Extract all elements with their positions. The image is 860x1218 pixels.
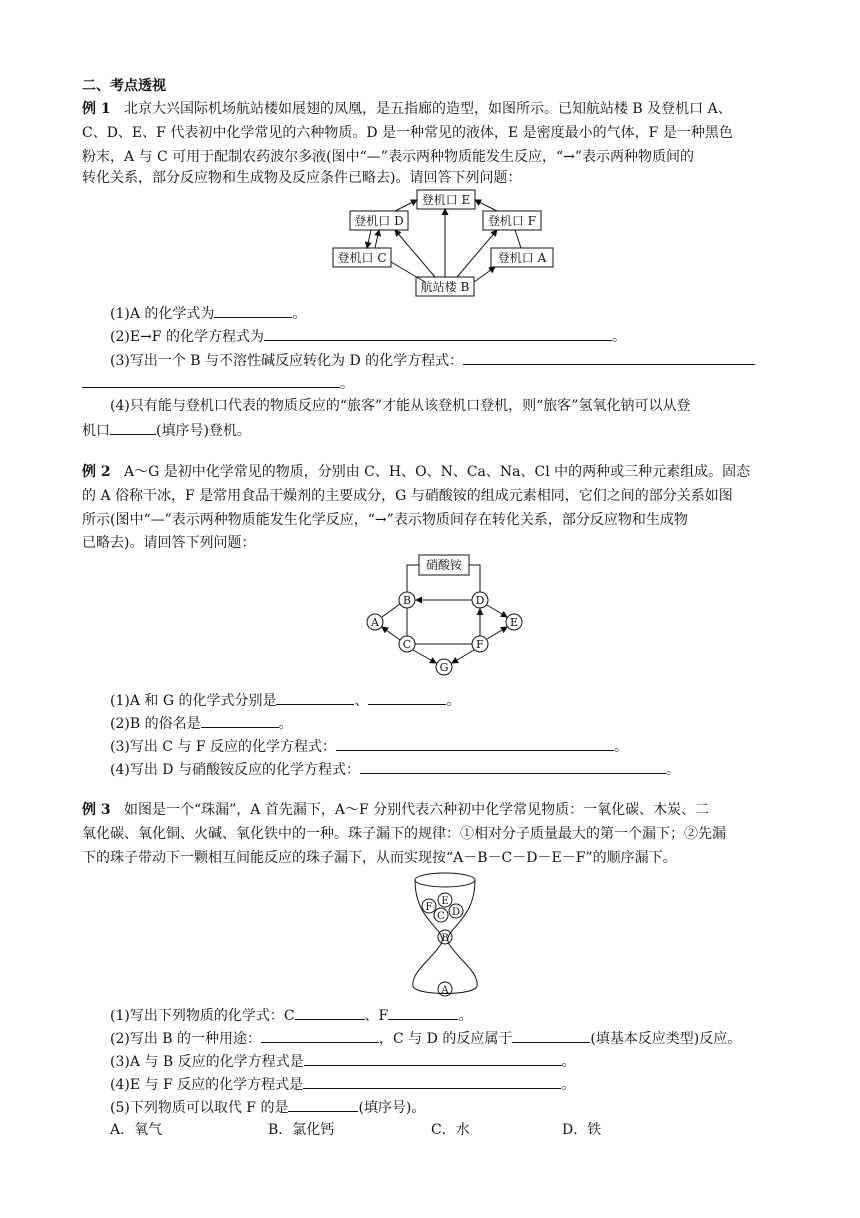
node-f-label: F (476, 638, 484, 651)
ex2-paragraph-line-1: 例 2 A～G 是初中化学常见的物质，分别由 C、H、O、N、Ca、Na、Cl 中的两种或三种元素组成。固态 (82, 464, 751, 480)
answer-blank[interactable] (368, 690, 446, 705)
answer-blank[interactable] (276, 690, 354, 705)
node-g-label: G (439, 661, 449, 674)
option-c[interactable]: C．水 (431, 1122, 470, 1138)
ex1-question-4-cont: 机口 (填序号)登机。 (82, 420, 251, 441)
bead-hourglass-diagram (405, 868, 485, 1000)
node-a-label: A (371, 616, 379, 629)
node-e-label: E (509, 616, 519, 629)
ex2-question-4: (4)写出 D 与硝酸铵反应的化学方程式： 。 (110, 759, 680, 780)
option-d[interactable]: D．铁 (562, 1122, 602, 1138)
gate-f-label: 登机口 F (487, 214, 537, 228)
ex3-question-1: (1)写出下列物质的化学式：C 、F 。 (110, 1005, 472, 1026)
ex3-question-4: (4)E 与 F 反应的化学方程式是 。 (110, 1074, 575, 1095)
ex2-label: 例 2 (82, 464, 111, 480)
bead-f-label: F (425, 902, 433, 913)
airport-diagram (325, 186, 565, 300)
ex2-paragraph-line-3: 所示(图中“—”表示两种物质能发生化学反应，“→”表示物质间存在转化关系，部分反应物和生成物 (82, 512, 688, 528)
gate-e-label: 登机口 E (421, 193, 471, 207)
bead-c-label: C (437, 911, 445, 922)
bead-a-label: A (441, 985, 449, 996)
answer-blank[interactable] (303, 1074, 561, 1089)
node-c-label: C (402, 638, 412, 651)
ex2-question-2: (2)B 的俗名是 。 (110, 713, 293, 734)
ex3-paragraph-line-1: 例 3 如图是一个“珠漏”，A 首先漏下，A～F 分别代表六种初中化学常见物质：一氧化碳、木炭、二 (82, 802, 710, 818)
ex2-question-3: (3)写出 C 与 F 反应的化学方程式： 。 (110, 736, 628, 757)
ex1-question-3-cont: 。 (82, 373, 354, 394)
ex1-question-4: (4)只有能与登机口代表的物质反应的“旅客”才能从该登机口登机，则“旅客”氢氧化钠可以从登 (110, 398, 691, 414)
ex2-paragraph-line-2: 的 A 俗称干冰，F 是常用食品干燥剂的主要成分，G 与硝酸铵的组成元素相同，它们之间的部分关系如图 (82, 488, 733, 504)
relation-diagram (358, 551, 528, 681)
ex3-question-5: (5)下列物质可以取代 F 的是 (填序号)。 (110, 1097, 425, 1118)
answer-blank[interactable] (201, 713, 279, 728)
answer-blank[interactable] (261, 1028, 379, 1043)
ex3-paragraph-line-2: 氧化碳、氧化铜、火碱、氧化铁中的一种。珠子漏下的规律：①相对分子质量最大的第一个漏下；②先漏 (82, 826, 726, 842)
node-d-label: D (475, 594, 485, 607)
ex1-question-1: (1)A 的化学式为 。 (110, 303, 306, 324)
ex1-question-3: (3)写出一个 B 与不溶性碱反应转化为 D 的化学方程式： (110, 350, 755, 371)
ex1-paragraph-line-1: 例 1 北京大兴国际机场航站楼如展翅的凤凰，是五指廊的造型，如图所示。已知航站楼 B 及登机口 A、 (82, 101, 732, 117)
gate-a-label: 登机口 A (497, 251, 547, 265)
bead-e-label: E (441, 896, 449, 907)
ex1-question-2: (2)E→F 的化学方程式为 。 (110, 326, 626, 347)
ex1-paragraph-line-2: C、D、E、F 代表初中化学常见的六种物质。D 是一种常见的液体，E 是密度最小的气体，F 是一种黑色 (82, 125, 733, 141)
answer-blank[interactable] (82, 373, 340, 388)
answer-blank[interactable] (360, 759, 666, 774)
answer-blank[interactable] (388, 1005, 458, 1020)
ex2-question-1: (1)A 和 G 的化学式分别是 、 。 (110, 690, 460, 711)
ex3-label: 例 3 (82, 802, 111, 818)
ex3-paragraph-line-3: 下的珠子带动下一颗相互间能反应的珠子漏下，从而实现按“A－B－C－D－E－F”的顺序漏下。 (82, 850, 677, 866)
hourglass-rim (415, 873, 475, 887)
bead-d-label: D (451, 907, 461, 918)
ex2-paragraph-line-4: 已略去)。请回答下列问题： (82, 535, 256, 551)
answer-blank[interactable] (304, 1051, 562, 1066)
gate-d-label: 登机口 D (354, 214, 404, 228)
ex3-question-2: (2)写出 B 的一种用途： ，C 与 D 的反应属于 (填基本反应类型)反应。 (110, 1028, 741, 1049)
ex1-label: 例 1 (82, 101, 111, 117)
ex1-paragraph-line-4: 转化关系，部分反应物和生成物及反应条件已略去)。请回答下列问题： (82, 170, 522, 186)
answer-blank[interactable] (512, 1028, 590, 1043)
section-title: 二、考点透视 (82, 78, 166, 94)
answer-blank[interactable] (295, 1005, 365, 1020)
ex3-options (110, 1120, 710, 1140)
ex1-paragraph-line-3: 粉末，A 与 C 可用于配制农药波尔多液(图中“—”表示两种物质能发生反应，“→”表示两种物质间的 (82, 149, 694, 165)
ex3-question-3: (3)A 与 B 反应的化学方程式是 。 (110, 1051, 576, 1072)
node-b-label: B (402, 594, 412, 607)
option-b[interactable]: B．氯化钙 (268, 1122, 335, 1138)
answer-blank[interactable] (110, 420, 156, 435)
answer-blank[interactable] (264, 326, 612, 341)
answer-blank[interactable] (214, 303, 292, 318)
bead-b-label: B (441, 933, 449, 944)
ammonium-nitrate-label: 硝酸铵 (425, 558, 463, 572)
option-a[interactable]: A．氧气 (110, 1122, 163, 1138)
answer-blank[interactable] (288, 1097, 358, 1112)
terminal-b-label: 航站楼 B (420, 280, 470, 294)
answer-blank[interactable] (463, 350, 755, 365)
answer-blank[interactable] (336, 736, 614, 751)
gate-c-label: 登机口 C (337, 251, 387, 265)
